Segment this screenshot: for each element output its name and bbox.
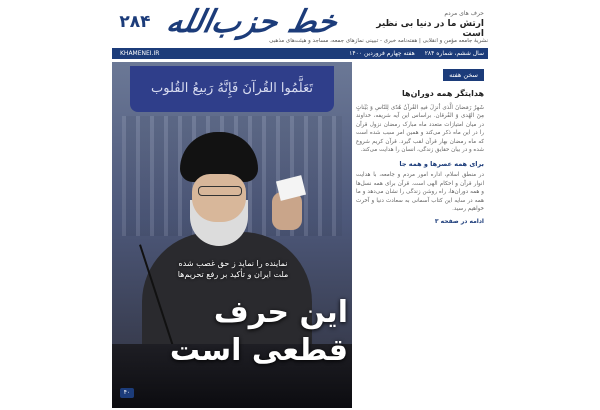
issue-info: سال ششم، شماره ۲۸۴ — [424, 50, 484, 57]
cover-headline — [116, 294, 348, 370]
cover-photo — [112, 62, 352, 408]
teaser-kicker: حرف های مردم — [444, 10, 484, 17]
newspaper-page — [112, 4, 488, 408]
issue-number: ۲۸۴ — [119, 12, 151, 32]
cover-caption — [122, 258, 344, 280]
sidebar-title: هدایتگر همه دوران‌ها — [402, 89, 484, 98]
masthead — [112, 4, 488, 48]
brand-logo: خط حزب‌الله — [163, 4, 341, 40]
speaker-glasses — [198, 186, 242, 196]
sidebar-subheading: برای همه عصرها و همه جا — [399, 160, 484, 169]
sidebar-tab: سخن هفته — [443, 69, 484, 81]
sidebar-body-2: در منطق اسلام، اداره امور مردم و جامعه، با هدایت انوار قرآن و احکام الهی است. قرآن برای همه نسل‌ها و همه دوران‌ها، راه روشن زندگی را نشان می‌دهد و ما همه در سایه این کتاب آسمانی به سعادت دنیا و آخرت خواهیم رسید. — [356, 172, 484, 213]
date-info: هفته چهارم فروردین ۱۴۰۰ — [349, 50, 415, 57]
sidebar-body: شَهرُ رَمَضانَ الَّذی اُنزِلَ فیهِ القُرآنُ هُدًی لِلنّاسِ وَ بَیِّناتٍ مِنَ الهُدی وَ الفُرقان. براساس این آیه شریفه، خداوند در میان امتیازات متعدد ماه مبارک رمضان نزول قرآن را در این ماه ذکر می‌کند و همین امر سبب شده است که ماه رمضان بهار قرآن لقب گیرد. قرآن کریم شروع شده و در بیان حقایق زندگی، انسان را هدایت می‌کند. — [356, 105, 484, 154]
speaker-face — [192, 174, 246, 222]
masthead-subline: نشریهٔ جامعه مؤمن و انقلابی | هفته‌نامه خبری - تبیینی نمازهای جمعه، مساجد و هیئت‌های مذهبی — [269, 38, 488, 44]
teaser-title: ارتش ما در دنیا بی نظیر است — [376, 19, 484, 39]
sidebar-column — [356, 62, 484, 406]
continue-link[interactable]: ادامه در صفحه ۳ — [434, 218, 484, 226]
date-strip — [112, 48, 488, 59]
site-link[interactable]: KHAMENEI.IR — [120, 50, 160, 57]
masthead-teaser[interactable] — [352, 10, 484, 39]
page-reference-badge[interactable]: ۴۰ — [120, 388, 134, 398]
caption-line-1: نماینده را نماید ز حق غصب شده — [178, 259, 288, 268]
calligraphy-banner: تَعَلَّمُوا القُرآنَ فَإِنَّهُ رَبیعُ القُلوب — [130, 66, 334, 112]
headline-line-2: قطعی است — [169, 333, 348, 368]
headline-line-1: این حرف — [213, 295, 348, 330]
caption-line-2: ملت ایران و تأکید بر رفع تحریم‌ها — [177, 270, 289, 279]
